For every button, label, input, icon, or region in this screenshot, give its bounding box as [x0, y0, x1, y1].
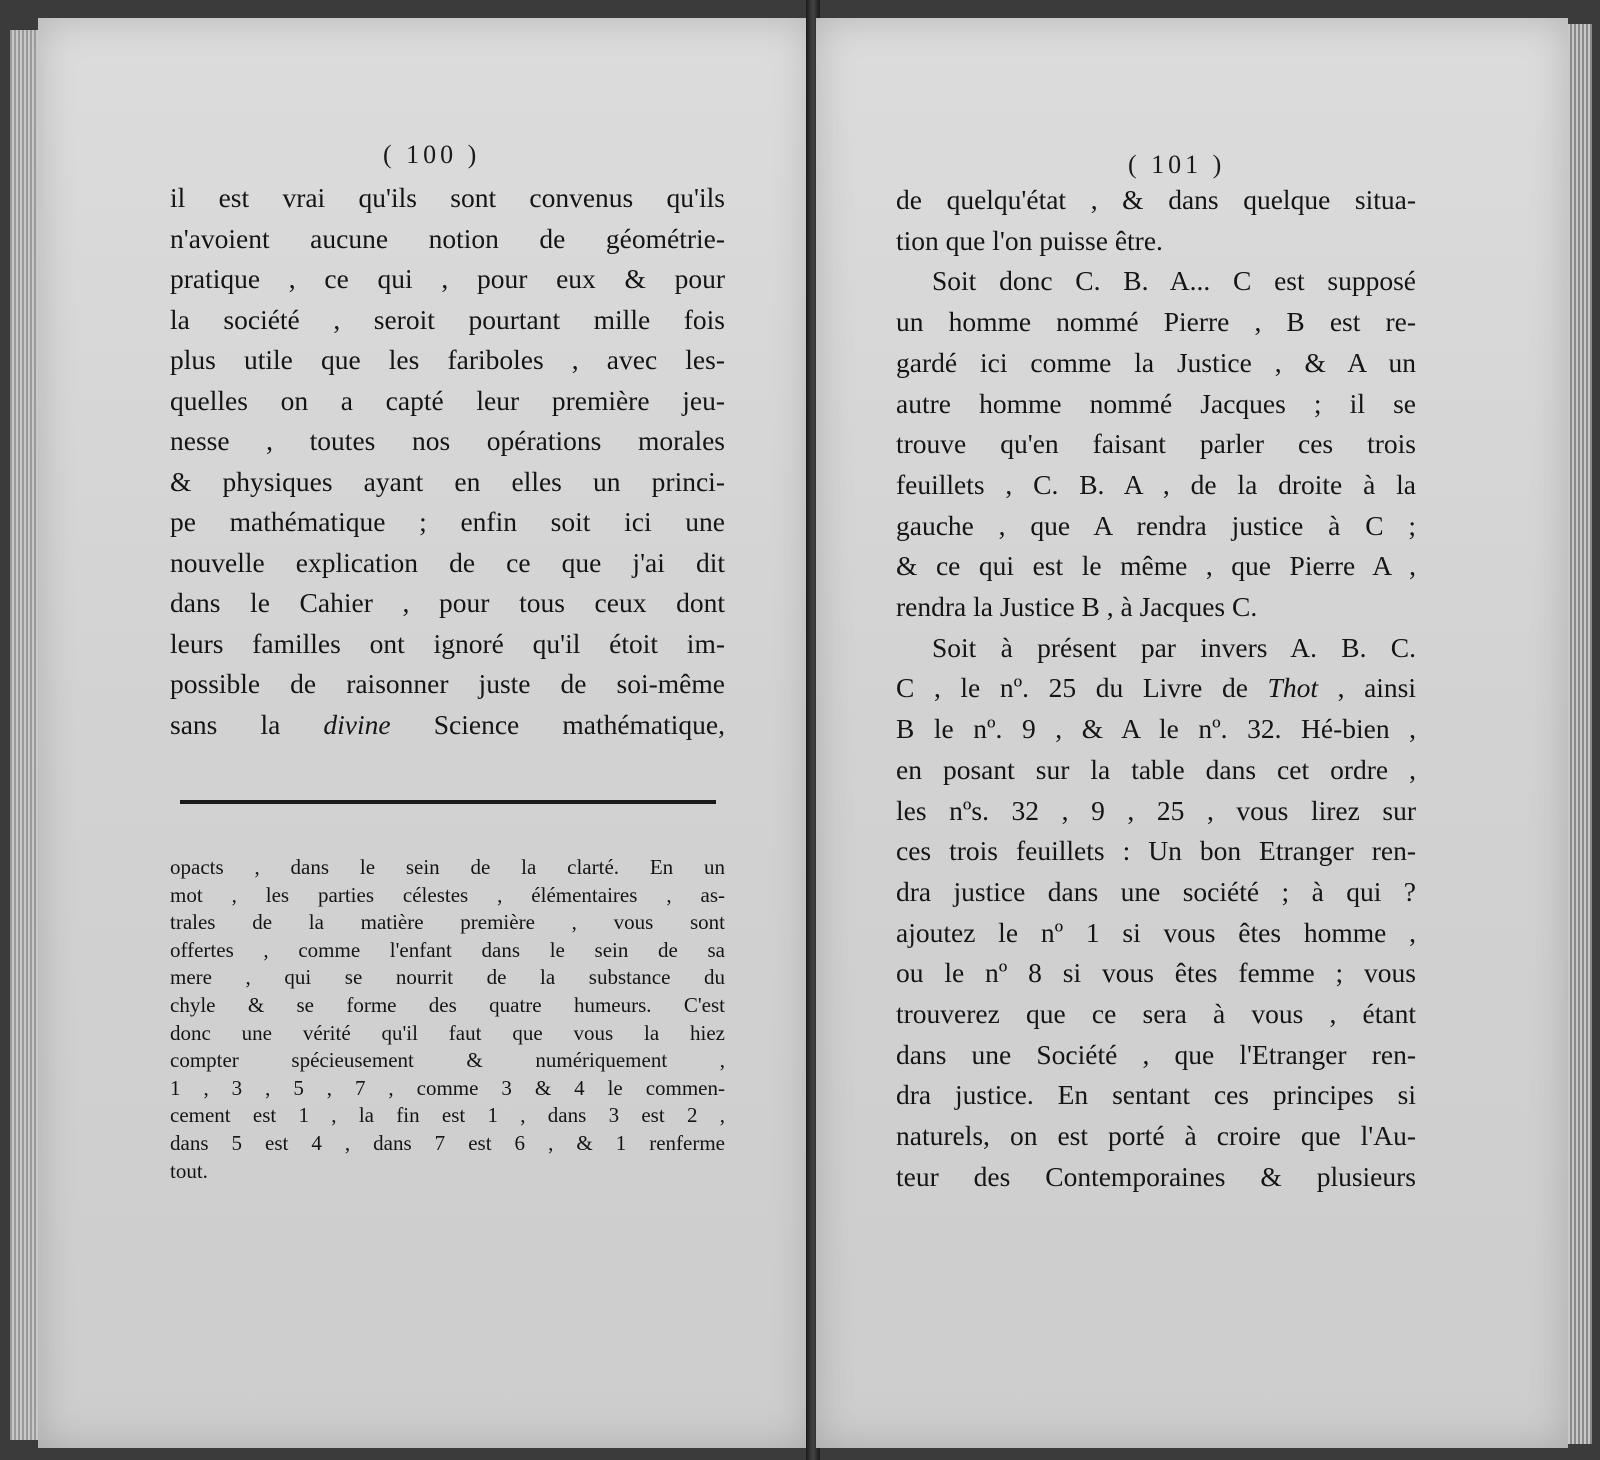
left-line-10: nouvelle explication de ce que j'ai dit	[170, 546, 725, 578]
right-line-4: un homme nommé Pierre , B est re-	[896, 306, 1416, 338]
footnote-rule	[180, 800, 716, 804]
right-line-13-italic: Thot	[1267, 672, 1318, 704]
right-line-12: Soit à présent par invers A. B. C.	[932, 631, 1416, 663]
foot-line-3: trales de la matière première , vous sont	[170, 910, 725, 935]
left-line-2: n'avoient aucune notion de géométrie-	[170, 222, 725, 254]
footnote-text	[170, 854, 725, 1185]
right-line-9: gauche , que A rendra justice à C ;	[896, 509, 1416, 541]
right-line-24: naturels, on est porté à croire que l'Au-	[896, 1120, 1416, 1152]
right-page	[816, 18, 1568, 1448]
right-line-13-start: C , le nº. 25 du Livre de	[896, 672, 1248, 704]
left-line-14-italic: divine	[323, 708, 391, 740]
right-line-20: ou le nº 8 si vous êtes femme ; vous	[896, 957, 1416, 989]
right-line-10: & ce qui est le même , que Pierre A ,	[896, 550, 1416, 582]
right-line-2: tion que l'on puisse être.	[896, 224, 1163, 256]
right-line-16: les nºs. 32 , 9 , 25 , vous lirez sur	[896, 794, 1416, 826]
right-line-13	[896, 668, 1416, 709]
right-line-25: teur des Contemporaines & plusieurs	[896, 1160, 1416, 1192]
right-line-6: autre homme nommé Jacques ; il se	[896, 387, 1416, 419]
left-line-14-start: sans la	[170, 708, 281, 740]
left-page	[38, 18, 816, 1448]
foot-line-5: mere , qui se nourrit de la substance du	[170, 965, 725, 990]
left-folio: ( 100 )	[383, 140, 481, 169]
left-line-14	[170, 705, 725, 746]
foot-line-9: 1 , 3 , 5 , 7 , comme 3 & 4 le commen-	[170, 1075, 725, 1100]
right-line-13-end: , ainsi	[1337, 672, 1417, 704]
right-line-3: Soit donc C. B. A... C est supposé	[932, 265, 1416, 297]
left-line-5: plus utile que les fariboles , avec les-	[170, 344, 725, 375]
right-line-23: dra justice. En sentant ces principes si	[896, 1079, 1416, 1111]
right-page-edges	[1568, 24, 1592, 1444]
left-line-7: nesse , toutes nos opérations morales	[170, 425, 725, 456]
right-line-8: feuillets , C. B. A , de la droite à la	[896, 468, 1416, 500]
left-line-12: leurs familles ont ignoré qu'il étoit im-	[170, 627, 725, 659]
left-line-11: dans le Cahier , pour tous ceux dont	[170, 587, 725, 618]
right-line-15: en posant sur la table dans cet ordre ,	[896, 753, 1416, 785]
left-line-6: quelles on a capté leur première jeu-	[170, 384, 725, 416]
left-body-text	[170, 178, 725, 745]
right-line-1: de quelqu'état , & dans quelque situa-	[896, 184, 1416, 215]
left-line-3: pratique , ce qui , pour eux & pour	[170, 263, 725, 294]
right-line-19: ajoutez le nº 1 si vous êtes homme ,	[896, 916, 1416, 948]
right-line-22: dans une Société , que l'Etranger ren-	[896, 1038, 1416, 1070]
right-line-7: trouve qu'en faisant parler ces trois	[896, 428, 1416, 460]
foot-line-6: chyle & se forme des quatre humeurs. C'est	[170, 992, 725, 1017]
left-line-9: pe mathématique ; enfin soit ici une	[170, 506, 725, 537]
right-line-11: rendra la Justice B , à Jacques C.	[896, 591, 1258, 623]
left-line-1: il est vrai qu'ils sont convenus qu'ils	[170, 182, 725, 213]
left-line-13: possible de raisonner juste de soi-même	[170, 668, 725, 699]
foot-line-8: compter spécieusement & numériquement ,	[170, 1048, 725, 1073]
left-line-14-end: Science mathématique,	[433, 708, 725, 740]
left-line-8: & physiques ayant en elles un princi-	[170, 465, 725, 497]
right-line-17: ces trois feuillets : Un bon Etranger ren-	[896, 835, 1416, 867]
left-page-edges	[10, 30, 38, 1440]
foot-line-7: donc une vérité qu'il faut que vous la hiez	[170, 1020, 725, 1045]
foot-line-2: mot , les parties célestes , élémentaires , as-	[170, 882, 725, 907]
right-line-21: trouverez que ce sera à vous , étant	[896, 998, 1416, 1030]
right-body-text	[896, 180, 1416, 1198]
left-line-4: la société , seroit pourtant mille fois	[170, 303, 725, 335]
foot-line-10: cement est 1 , la fin est 1 , dans 3 est 2 ,	[170, 1103, 725, 1128]
right-folio: ( 101 )	[1128, 150, 1226, 179]
foot-line-4: offertes , comme l'enfant dans le sein de sa	[170, 937, 725, 962]
right-line-18: dra justice dans une société ; à qui ?	[896, 875, 1416, 907]
foot-line-1: opacts , dans le sein de la clarté. En un	[170, 855, 725, 879]
right-line-5: gardé ici comme la Justice , & A un	[896, 346, 1416, 378]
foot-line-11: dans 5 est 4 , dans 7 est 6 , & 1 renferme	[170, 1130, 725, 1155]
foot-line-12: tout.	[170, 1158, 208, 1183]
right-line-14: B le nº. 9 , & A le nº. 32. Hé-bien ,	[896, 713, 1416, 745]
